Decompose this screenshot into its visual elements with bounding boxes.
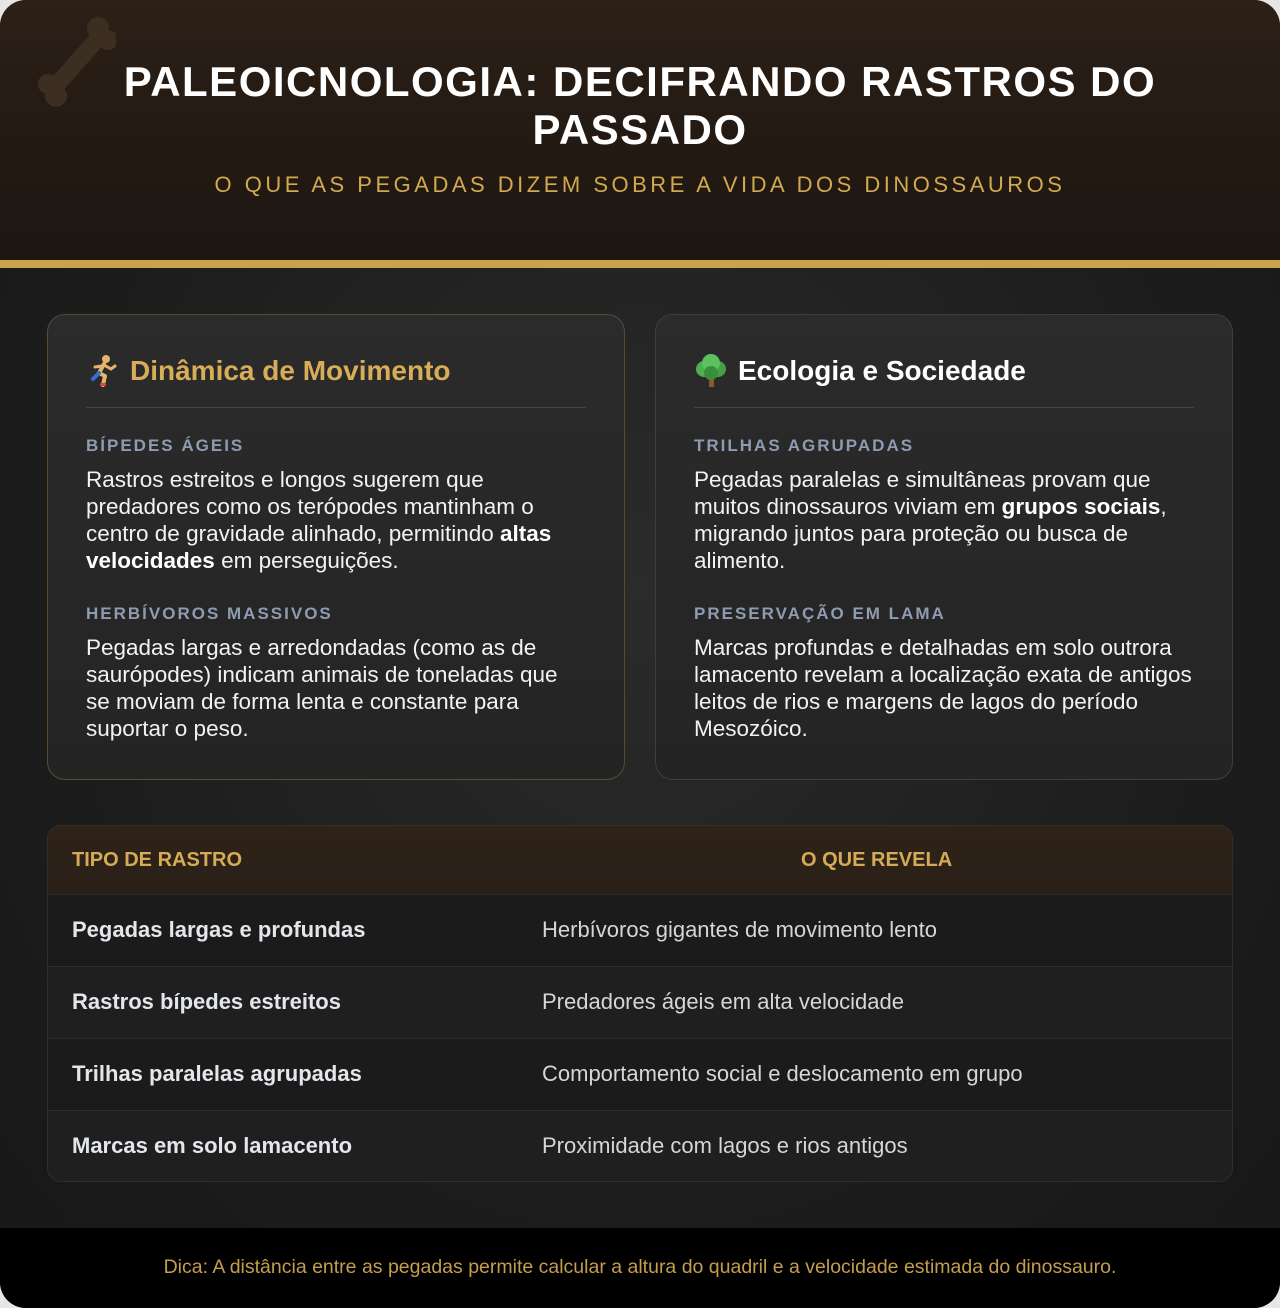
- card-header: [694, 353, 1194, 389]
- section-label: TRILHAS AGRUPADAS: [694, 436, 915, 455]
- section-label: HERBÍVOROS MASSIVOS: [86, 604, 333, 623]
- table-row: [48, 894, 1232, 966]
- running-person-icon: [86, 354, 120, 388]
- footer-tip: Dica: A distância entre as pegadas permite calcular a altura do quadril e a velocidade estimada do dinossauro.: [163, 1256, 1117, 1278]
- footer: [0, 1228, 1280, 1308]
- header-divider: [0, 260, 1280, 268]
- page-title: PALEOICNOLOGIA: DECIFRANDO RASTROS DO PASSADO: [123, 58, 1157, 153]
- card-title: Ecologia e Sociedade: [738, 355, 1026, 386]
- table-row: [48, 1110, 1232, 1182]
- track-type-cell: Rastros bípedes estreitos: [72, 989, 341, 1014]
- track-type-cell: Trilhas paralelas agrupadas: [72, 1061, 362, 1086]
- column-header-track-type: TIPO DE RASTRO: [72, 849, 243, 871]
- section-text: Rastros estreitos e longos sugerem que predadores como os terópodes mantinham o centro de gravidade alinhado, permitindo altas velocidades em perseguições.: [86, 467, 552, 573]
- section-label: BÍPEDES ÁGEIS: [86, 436, 245, 455]
- reveals-cell: Herbívoros gigantes de movimento lento: [542, 917, 937, 942]
- table-header: [48, 826, 1232, 894]
- section-text: Marcas profundas e detalhadas em solo outrora lamacento revelam a localização exata de antigos leitos de rios e margens de lagos do período Mesozóico.: [694, 635, 1192, 741]
- reveals-cell: Proximidade com lagos e rios antigos: [542, 1133, 908, 1158]
- card-movement-dynamics: [47, 314, 625, 780]
- tree-icon: [694, 354, 728, 388]
- reveals-cell: Predadores ágeis em alta velocidade: [542, 989, 905, 1014]
- card-divider: [694, 407, 1194, 408]
- reveals-cell: Comportamento social e deslocamento em grupo: [542, 1061, 1023, 1086]
- header: [0, 0, 1280, 260]
- card-divider: [86, 407, 586, 408]
- tracks-table: [47, 825, 1233, 1182]
- table-row: [48, 1038, 1232, 1110]
- section-label: PRESERVAÇÃO EM LAMA: [694, 604, 946, 623]
- card-title: Dinâmica de Movimento: [130, 355, 451, 386]
- section-text: Pegadas paralelas e simultâneas provam que muitos dinossauros viviam em grupos sociais, migrando juntos para proteção ou busca de alimento.: [694, 467, 1167, 573]
- card-ecology-society: [655, 314, 1233, 780]
- table-row: [48, 966, 1232, 1038]
- card-header: [86, 353, 586, 389]
- track-type-cell: Pegadas largas e profundas: [72, 917, 366, 942]
- page-subtitle: O QUE AS PEGADAS DIZEM SOBRE A VIDA DOS DINOSSAUROS: [214, 172, 1066, 197]
- column-header-what-it-reveals: O QUE REVELA: [801, 849, 953, 871]
- track-type-cell: Marcas em solo lamacento: [72, 1133, 353, 1158]
- section-text: Pegadas largas e arredondadas (como as de saurópodes) indicam animais de toneladas que se moviam de forma lenta e constante para suportar o peso.: [86, 635, 558, 741]
